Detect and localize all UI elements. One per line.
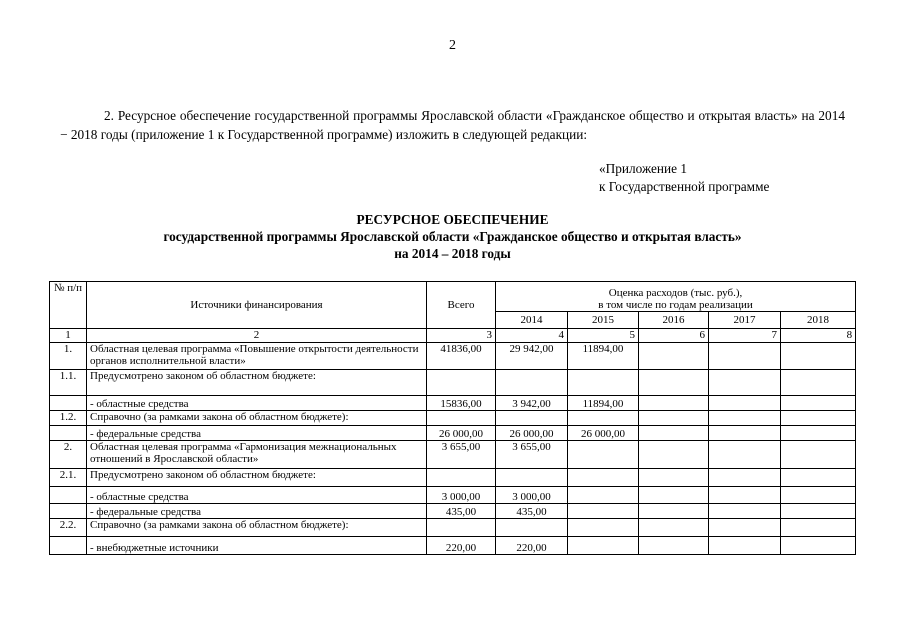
cell-y2018: [781, 370, 856, 396]
cell-y2014: 29 942,00: [496, 343, 568, 370]
cell-y2015: 11894,00: [568, 396, 639, 411]
cell-y2016: [639, 370, 709, 396]
row-source-label: - областные средства: [87, 487, 427, 504]
row-number: [50, 426, 87, 441]
cell-y2018: [781, 396, 856, 411]
cell-y2015: 11894,00: [568, 343, 639, 370]
table-row: [50, 537, 856, 555]
cell-y2016: [639, 396, 709, 411]
row-source-label: Справочно (за рамками закона об областном бюджете):: [87, 411, 427, 426]
header-year-2017: 2017: [709, 312, 781, 329]
cell-y2014: [496, 519, 568, 537]
cell-total: 26 000,00: [427, 426, 496, 441]
row-source-label: Справочно (за рамками закона об областном бюджете):: [87, 519, 427, 537]
cell-y2018: [781, 487, 856, 504]
cell-y2014: [496, 370, 568, 396]
cell-y2015: [568, 469, 639, 487]
cell-y2016: [639, 411, 709, 426]
cell-y2014: 3 000,00: [496, 487, 568, 504]
row-number: [50, 537, 87, 555]
cell-y2016: [639, 537, 709, 555]
cell-total: [427, 370, 496, 396]
row-number: [50, 396, 87, 411]
col-number: 8: [781, 329, 856, 343]
cell-y2016: [639, 504, 709, 519]
cell-y2016: [639, 343, 709, 370]
row-source-label: Областная целевая программа «Гармонизация межнациональных отношений в Ярославской области»: [87, 441, 427, 469]
cell-total: [427, 411, 496, 426]
col-number: 4: [496, 329, 568, 343]
row-source-label: - федеральные средства: [87, 504, 427, 519]
cell-y2017: [709, 426, 781, 441]
col-number: 6: [639, 329, 709, 343]
cell-y2018: [781, 441, 856, 469]
cell-y2014: 220,00: [496, 537, 568, 555]
cell-y2018: [781, 537, 856, 555]
header-num: № п/п: [50, 282, 87, 329]
header-year-2014: 2014: [496, 312, 568, 329]
cell-y2018: [781, 411, 856, 426]
header-source: Источники финансирования: [87, 282, 427, 329]
table-row: [50, 487, 856, 504]
cell-y2017: [709, 343, 781, 370]
cell-total: 435,00: [427, 504, 496, 519]
cell-y2014: 435,00: [496, 504, 568, 519]
row-source-label: - внебюджетные источники: [87, 537, 427, 555]
cell-y2016: [639, 441, 709, 469]
table-row: [50, 441, 856, 469]
cell-total: 41836,00: [427, 343, 496, 370]
page-number: 2: [449, 38, 456, 53]
column-number-row: [50, 329, 856, 343]
budget-table: [49, 281, 856, 555]
title-line-3: на 2014 – 2018 годы: [394, 246, 511, 261]
cell-y2018: [781, 426, 856, 441]
header-estimate: [496, 282, 856, 312]
row-number: 1.: [50, 343, 87, 370]
title-line-2: государственной программы Ярославской области «Гражданское общество и открытая власть»: [163, 229, 742, 244]
row-source-label: Предусмотрено законом об областном бюджете:: [87, 469, 427, 487]
cell-y2015: [568, 504, 639, 519]
table-row: [50, 396, 856, 411]
cell-y2018: [781, 504, 856, 519]
cell-total: [427, 519, 496, 537]
cell-y2015: 26 000,00: [568, 426, 639, 441]
row-number: 2.: [50, 441, 87, 469]
cell-y2017: [709, 396, 781, 411]
cell-y2017: [709, 504, 781, 519]
table-row: [50, 519, 856, 537]
row-number: 2.2.: [50, 519, 87, 537]
cell-y2017: [709, 370, 781, 396]
table-row: [50, 411, 856, 426]
cell-y2017: [709, 441, 781, 469]
cell-y2016: [639, 519, 709, 537]
cell-y2015: [568, 411, 639, 426]
cell-y2014: [496, 469, 568, 487]
header-year-2018: 2018: [781, 312, 856, 329]
cell-y2017: [709, 537, 781, 555]
cell-total: 3 655,00: [427, 441, 496, 469]
col-number: 2: [87, 329, 427, 343]
header-total: Всего: [427, 282, 496, 329]
table-body: [50, 329, 856, 555]
cell-y2015: [568, 537, 639, 555]
cell-y2014: 3 655,00: [496, 441, 568, 469]
header-year-2016: 2016: [639, 312, 709, 329]
cell-y2016: [639, 469, 709, 487]
appendix-reference: [599, 160, 769, 196]
cell-y2017: [709, 411, 781, 426]
row-source-label: - федеральные средства: [87, 426, 427, 441]
cell-y2018: [781, 519, 856, 537]
cell-total: 3 000,00: [427, 487, 496, 504]
cell-total: 15836,00: [427, 396, 496, 411]
col-number: 5: [568, 329, 639, 343]
intro-paragraph: 2. Ресурсное обеспечение государственной программы Ярославской области «Гражданское общество и открытая власть» на 2014 − 2018 годы (приложение 1 к Государственной программе) изложить в следующей редакции:: [60, 108, 845, 142]
appendix-line-1: «Приложение 1: [599, 161, 687, 176]
cell-y2016: [639, 426, 709, 441]
cell-y2015: [568, 441, 639, 469]
cell-y2017: [709, 487, 781, 504]
cell-y2018: [781, 343, 856, 370]
cell-y2018: [781, 469, 856, 487]
cell-y2014: [496, 411, 568, 426]
cell-y2015: [568, 487, 639, 504]
row-source-label: Областная целевая программа «Повышение открытости деятельности органов исполнительной власти»: [87, 343, 427, 370]
header-estimate-line-2: в том числе по годам реализации: [598, 299, 753, 311]
cell-y2016: [639, 487, 709, 504]
document-title: [0, 211, 905, 262]
cell-y2015: [568, 519, 639, 537]
header-year-2015: 2015: [568, 312, 639, 329]
row-number: 1.1.: [50, 370, 87, 396]
row-source-label: Предусмотрено законом об областном бюджете:: [87, 370, 427, 396]
cell-y2017: [709, 469, 781, 487]
header-estimate-line-1: Оценка расходов (тыс. руб.),: [608, 287, 743, 299]
row-number: [50, 487, 87, 504]
col-number: 1: [50, 329, 87, 343]
title-line-1: РЕСУРСНОЕ ОБЕСПЕЧЕНИЕ: [356, 212, 549, 227]
cell-total: 220,00: [427, 537, 496, 555]
cell-y2014: 3 942,00: [496, 396, 568, 411]
col-number: 7: [709, 329, 781, 343]
row-number: 1.2.: [50, 411, 87, 426]
cell-y2015: [568, 370, 639, 396]
table-row: [50, 469, 856, 487]
appendix-line-2: к Государственной программе: [599, 179, 770, 194]
table-row: [50, 426, 856, 441]
table-row: [50, 370, 856, 396]
row-source-label: - областные средства: [87, 396, 427, 411]
cell-y2017: [709, 519, 781, 537]
cell-y2014: 26 000,00: [496, 426, 568, 441]
cell-total: [427, 469, 496, 487]
col-number: 3: [427, 329, 496, 343]
table-row: [50, 504, 856, 519]
table-row: [50, 343, 856, 370]
row-number: 2.1.: [50, 469, 87, 487]
row-number: [50, 504, 87, 519]
